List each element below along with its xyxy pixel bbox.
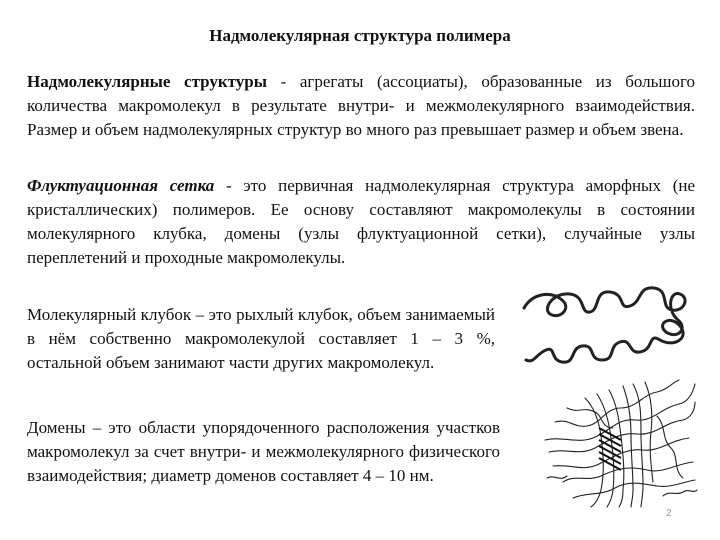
paragraph-molecular-coil: Молекулярный клубок – это рыхлый клубок, объем занимаемый в нём собственно макромолекулой составляет 1 – 3 %, остальной объем занимают части других макромолекул. [27,305,495,372]
paragraph-supramolecular [27,70,695,142]
term-fluctuation-network: Флуктуационная сетка [27,176,215,195]
molecular-coil-icon [520,280,700,370]
paragraph-fluctuation-network [27,174,695,270]
term-supramolecular: Надмолекулярные структуры [27,72,268,91]
definition-supramolecular: - агрегаты (ассоциаты), образованные из большого количества макромолекул в результате внутри- и межмолекулярного взаимодействия. Размер и объем надмолекулярных структур во много раз превышает размер и объем звена. [27,72,695,139]
definition-fluctuation-network: - это первичная надмолекулярная структура аморфных (не кристаллических) полимеров. Ее основу составляют макромолекулы в состоянии молекулярного клубка, домены (узлы флуктуационной сетки), случайные узлы переплетений и проходные макромолекулы. [27,176,695,267]
slide-title: Надмолекулярная структура полимера [209,26,511,45]
domain-structure-icon [543,378,698,508]
paragraph-domains: Домены – это области упорядоченного расположения участков макромолекул за счет внутри- и межмолекулярного физического взаимодействия; диаметр доменов составляет 4 – 10 нм. [27,418,500,485]
page-number: 2 [666,508,672,519]
